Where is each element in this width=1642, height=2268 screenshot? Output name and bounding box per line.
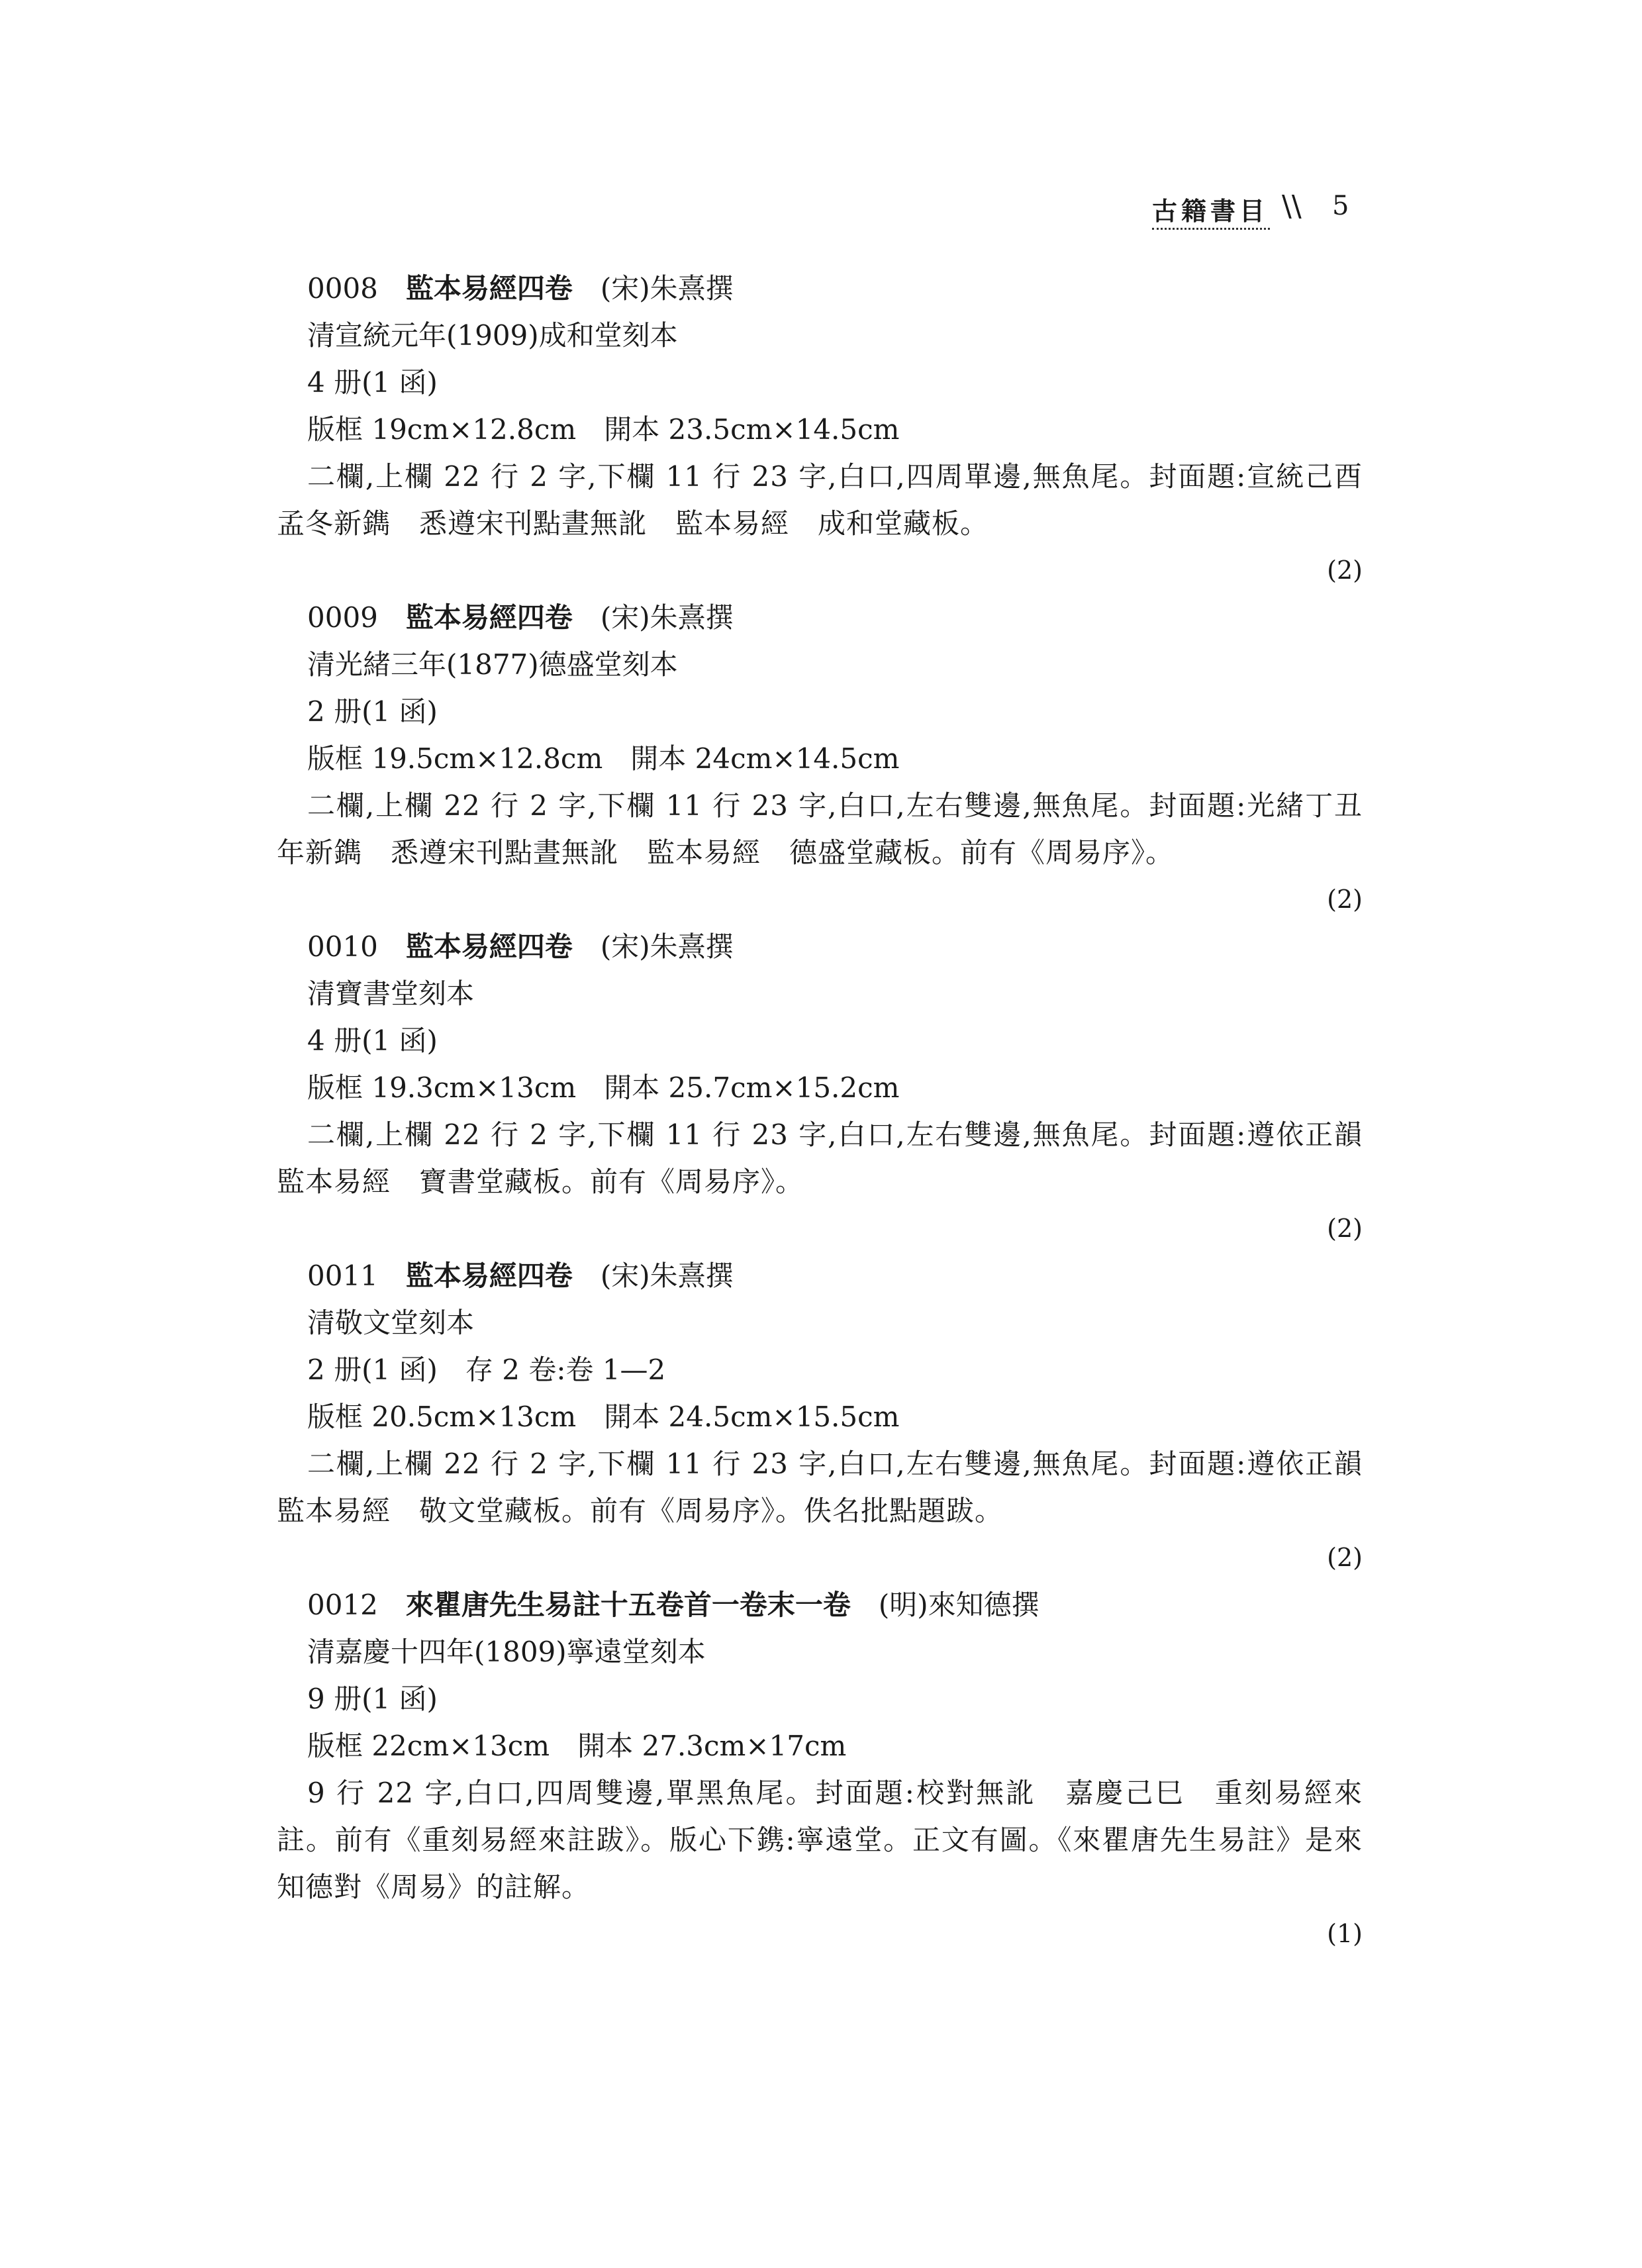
entry-description: 二欄,上欄 22 行 2 字,下欄 11 行 23 字,白口,左右雙邊,無魚尾。封面題:遵依正韻 監本易經 寶書堂藏板。前有《周易序》。 <box>277 1118 1392 1198</box>
catalog-entry-0010 <box>277 923 1392 1252</box>
entry-volumes: 2 册(1 函) 存 2 卷:卷 1—2 <box>307 1354 666 1386</box>
entry-title-line <box>277 923 1363 970</box>
entry-title-line <box>277 1252 1363 1299</box>
entry-edition: 清敬文堂刻本 <box>307 1307 475 1339</box>
entry-copies: (1) <box>1327 1919 1363 1948</box>
entry-author: (明)來知德撰 <box>878 1589 1039 1621</box>
entry-author: (宋)朱熹撰 <box>600 601 734 634</box>
entry-edition: 清光緒三年(1877)德盛堂刻本 <box>307 648 678 681</box>
catalog-entry-0008 <box>277 265 1363 594</box>
entry-volumes: 2 册(1 函) <box>307 695 438 728</box>
entry-description: 二欄,上欄 22 行 2 字,下欄 11 行 23 字,白口,左右雙邊,無魚尾。封面題:光緒丁丑年新鐫 悉遵宋刊點晝無訛 監本易經 德盛堂藏板。前有《周易序》。 <box>277 789 1363 869</box>
entry-volumes: 4 册(1 函) <box>307 1024 438 1057</box>
entry-edition: 清嘉慶十四年(1809)寧遠堂刻本 <box>307 1636 706 1668</box>
entry-copies: (2) <box>1327 885 1363 914</box>
entry-title-line <box>277 594 1363 641</box>
entry-book-title: 監本易經四卷 <box>405 601 573 634</box>
entry-author: (宋)朱熹撰 <box>600 1259 734 1292</box>
entry-number: 0010 <box>307 930 378 963</box>
entry-book-title: 監本易經四卷 <box>405 1259 573 1292</box>
header-separator: \\ <box>1282 189 1302 223</box>
entry-number: 0009 <box>307 601 378 634</box>
catalog-entry-0011 <box>277 1252 1392 1581</box>
entry-number: 0008 <box>307 272 378 305</box>
catalog-content <box>277 265 1392 1957</box>
entry-title-line <box>277 1581 1363 1628</box>
catalog-entry-0012 <box>277 1581 1363 1957</box>
running-header-title: 古籍書目 <box>1152 197 1269 226</box>
entry-book-title: 來瞿唐先生易註十五卷首一卷末一卷 <box>405 1589 851 1621</box>
catalog-entry-0009 <box>277 594 1363 923</box>
entry-copies: (2) <box>1327 1543 1363 1572</box>
entry-author: (宋)朱熹撰 <box>600 272 734 305</box>
entry-book-title: 監本易經四卷 <box>405 272 573 305</box>
entry-dimensions: 版框 19.3cm×13cm 開本 25.7cm×15.2cm <box>307 1071 900 1104</box>
entry-number: 0012 <box>307 1589 378 1621</box>
entry-description: 二欄,上欄 22 行 2 字,下欄 11 行 23 字,白口,左右雙邊,無魚尾。封面題:遵依正韻 監本易經 敬文堂藏板。前有《周易序》。佚名批點題跋。 <box>277 1448 1392 1527</box>
entry-description: 二欄,上欄 22 行 2 字,下欄 11 行 23 字,白口,四周單邊,無魚尾。封面題:宣統己酉孟冬新鐫 悉遵宋刊點晝無訛 監本易經 成和堂藏板。 <box>277 460 1363 540</box>
entry-author: (宋)朱熹撰 <box>600 930 734 963</box>
entry-edition: 清寶書堂刻本 <box>307 977 475 1010</box>
entry-volumes: 4 册(1 函) <box>307 366 438 399</box>
entry-book-title: 監本易經四卷 <box>405 930 573 963</box>
entry-copies: (2) <box>1327 1214 1363 1243</box>
page-header <box>1152 187 1377 233</box>
page-number: 5 <box>1332 191 1349 221</box>
entry-dimensions: 版框 19.5cm×12.8cm 開本 24cm×14.5cm <box>307 742 900 775</box>
entry-title-line <box>277 265 1363 312</box>
entry-dimensions: 版框 19cm×12.8cm 開本 23.5cm×14.5cm <box>307 413 900 446</box>
entry-dimensions: 版框 20.5cm×13cm 開本 24.5cm×15.5cm <box>307 1401 900 1433</box>
entry-volumes: 9 册(1 函) <box>307 1683 438 1715</box>
entry-number: 0011 <box>307 1259 378 1292</box>
entry-copies: (2) <box>1327 556 1363 585</box>
entry-dimensions: 版框 22cm×13cm 開本 27.3cm×17cm <box>307 1730 847 1762</box>
entry-description: 9 行 22 字,白口,四周雙邊,單黑魚尾。封面題:校對無訛 嘉慶己巳 重刻易經來註。前有《重刻易經來註跋》。版心下鎸:寧遠堂。正文有圖。《來瞿唐先生易註》是來知德對《周易》的註解。 <box>277 1777 1363 1903</box>
entry-edition: 清宣統元年(1909)成和堂刻本 <box>307 319 678 352</box>
header-dotted-rule <box>1152 228 1270 230</box>
